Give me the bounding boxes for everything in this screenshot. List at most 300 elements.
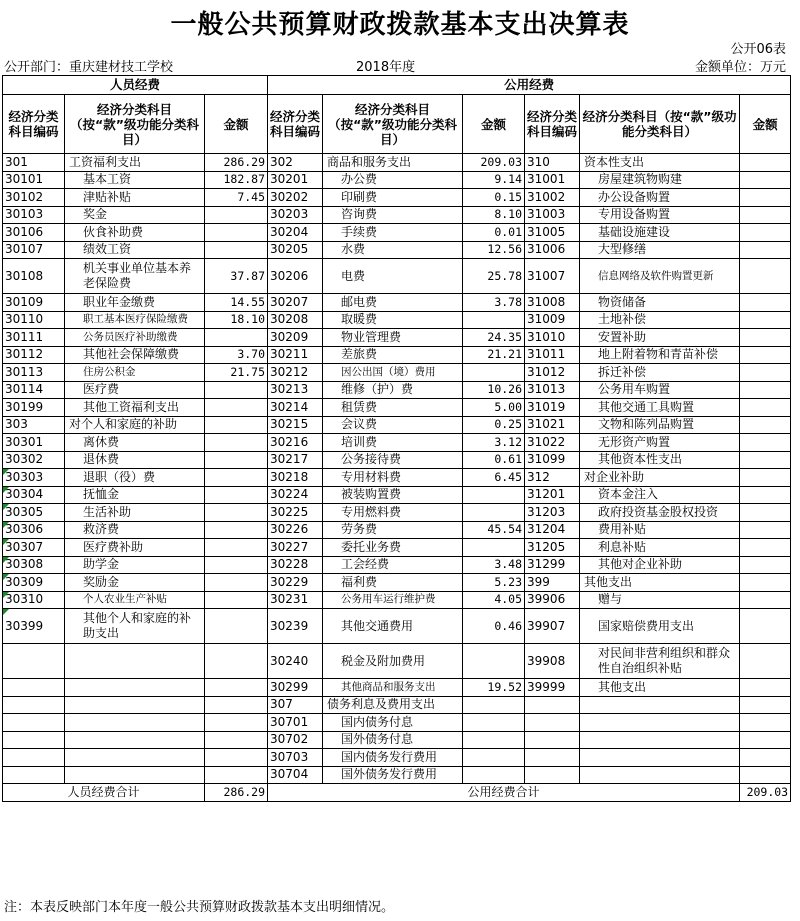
cell-code: 31019 (525, 399, 580, 417)
public-group-header: 公用经费 (268, 76, 791, 95)
cell-item: 无形资产购置 (580, 434, 740, 452)
cell-code: 30227 (268, 539, 323, 557)
col-amount-header: 金额 (205, 95, 268, 154)
cell-item: 房屋建筑物购建 (580, 171, 740, 189)
cell-amount (205, 696, 268, 714)
cell-amount (740, 696, 791, 714)
cell-item: 商品和服务支出 (323, 154, 463, 172)
cell-amount: 14.55 (205, 294, 268, 312)
cell-amount (205, 644, 268, 679)
cell-amount (740, 206, 791, 224)
table-row (3, 574, 791, 592)
cell-code: 30110 (3, 311, 65, 329)
table-row (3, 434, 791, 452)
cell-code: 30101 (3, 171, 65, 189)
cell-amount: 12.56 (463, 241, 525, 259)
cell-item: 培训费 (323, 434, 463, 452)
expenditure-table (2, 75, 791, 802)
cell-amount (463, 364, 525, 382)
cell-item (580, 749, 740, 767)
cell-code: 39999 (525, 679, 580, 697)
cell-code (3, 731, 65, 749)
cell-item: 机关事业单位基本养老保险费 (65, 259, 205, 294)
cell-item: 办公设备购置 (580, 189, 740, 207)
cell-amount (205, 434, 268, 452)
cell-code: 30108 (3, 259, 65, 294)
cell-item: 国内债务付息 (323, 714, 463, 732)
department-label: 公开部门：重庆建材技工学校 (4, 60, 174, 75)
cell-code: 30301 (3, 434, 65, 452)
cell-item (65, 679, 205, 697)
col-code-header: 经济分类科目编码 (268, 95, 323, 154)
cell-item: 土地补偿 (580, 311, 740, 329)
cell-code: 30308 (3, 556, 65, 574)
cell-item: 其他个人和家庭的补助支出 (65, 609, 205, 644)
cell-code: 30113 (3, 364, 65, 382)
cell-item: 医疗费 (65, 381, 205, 399)
cell-item: 资本金注入 (580, 486, 740, 504)
cell-code: 30226 (268, 521, 323, 539)
cell-code: 30239 (268, 609, 323, 644)
cell-code: 31201 (525, 486, 580, 504)
table-row (3, 679, 791, 697)
cell-item: 奖励金 (65, 574, 205, 592)
cell-amount (740, 731, 791, 749)
cell-amount (205, 749, 268, 767)
cell-amount (205, 539, 268, 557)
cell-code: 31099 (525, 451, 580, 469)
cell-item: 费用补贴 (580, 521, 740, 539)
cell-item: 其他社会保障缴费 (65, 346, 205, 364)
cell-item: 生活补助 (65, 504, 205, 522)
cell-amount (205, 574, 268, 592)
cell-amount (740, 399, 791, 417)
cell-code: 31204 (525, 521, 580, 539)
cell-amount (740, 644, 791, 679)
cell-amount (205, 714, 268, 732)
cell-code (3, 749, 65, 767)
cell-amount (740, 329, 791, 347)
table-row (3, 329, 791, 347)
cell-item: 医疗费补助 (65, 539, 205, 557)
cell-amount: 21.75 (205, 364, 268, 382)
cell-amount: 9.14 (463, 171, 525, 189)
cell-item: 赠与 (580, 591, 740, 609)
table-row (3, 311, 791, 329)
cell-item: 地上附着物和青苗补偿 (580, 346, 740, 364)
cell-amount (205, 591, 268, 609)
cell-item: 办公费 (323, 171, 463, 189)
col-item-header: 经济分类科目（按“款”级功能分类科目） (323, 95, 463, 154)
cell-item: 其他对企业补助 (580, 556, 740, 574)
cell-item: 专用燃料费 (323, 504, 463, 522)
cell-code: 31011 (525, 346, 580, 364)
cell-item: 基本工资 (65, 171, 205, 189)
cell-item (65, 714, 205, 732)
cell-amount (205, 521, 268, 539)
cell-item (580, 731, 740, 749)
cell-item: 国外债务发行费用 (323, 766, 463, 784)
cell-amount (740, 154, 791, 172)
cell-amount (205, 329, 268, 347)
cell-code: 30215 (268, 416, 323, 434)
cell-code: 30304 (3, 486, 65, 504)
cell-amount: 5.23 (463, 574, 525, 592)
cell-code: 30225 (268, 504, 323, 522)
personnel-total-label: 人员经费合计 (3, 784, 205, 802)
cell-item (580, 714, 740, 732)
cell-amount (740, 539, 791, 557)
cell-amount: 3.48 (463, 556, 525, 574)
cell-amount (740, 766, 791, 784)
cell-code: 31299 (525, 556, 580, 574)
cell-amount: 10.26 (463, 381, 525, 399)
cell-code: 301 (3, 154, 65, 172)
cell-item: 维修（护）费 (323, 381, 463, 399)
col-item-header: 经济分类科目（按“款”级功能分类科目） (65, 95, 205, 154)
cell-code (3, 766, 65, 784)
cell-item: 印刷费 (323, 189, 463, 207)
cell-code: 30202 (268, 189, 323, 207)
cell-item: 物资储备 (580, 294, 740, 312)
cell-amount (463, 696, 525, 714)
cell-item: 对民间非营利组织和群众性自治组织补贴 (580, 644, 740, 679)
public-total-amount: 209.03 (740, 784, 791, 802)
cell-amount: 18.10 (205, 311, 268, 329)
cell-amount (205, 731, 268, 749)
cell-item: 专用设备购置 (580, 206, 740, 224)
cell-item: 债务利息及费用支出 (323, 696, 463, 714)
cell-item: 其他交通工具购置 (580, 399, 740, 417)
unit-label: 金额单位：万元 (694, 60, 786, 75)
cell-amount (205, 224, 268, 242)
cell-item: 手续费 (323, 224, 463, 242)
cell-code: 30201 (268, 171, 323, 189)
cell-amount (740, 591, 791, 609)
cell-code: 30114 (3, 381, 65, 399)
cell-amount (205, 241, 268, 259)
cell-item (580, 696, 740, 714)
cell-amount (205, 206, 268, 224)
cell-amount (740, 224, 791, 242)
cell-item: 工资福利支出 (65, 154, 205, 172)
cell-amount (740, 171, 791, 189)
cell-code: 30107 (3, 241, 65, 259)
cell-code: 39907 (525, 609, 580, 644)
cell-item: 利息补贴 (580, 539, 740, 557)
cell-code: 31005 (525, 224, 580, 242)
cell-code: 30218 (268, 469, 323, 487)
cell-amount (205, 381, 268, 399)
cell-amount (463, 766, 525, 784)
cell-code: 30299 (268, 679, 323, 697)
cell-code: 31002 (525, 189, 580, 207)
footnote: 注：本表反映部门本年度一般公共预算财政拨款基本支出明细情况。 (4, 900, 395, 915)
cell-amount: 286.29 (205, 154, 268, 172)
cell-code: 30212 (268, 364, 323, 382)
cell-amount (205, 504, 268, 522)
cell-amount: 7.45 (205, 189, 268, 207)
table-row (3, 556, 791, 574)
cell-code (525, 731, 580, 749)
cell-item: 公务接待费 (323, 451, 463, 469)
cell-item: 大型修缮 (580, 241, 740, 259)
table-row (3, 714, 791, 732)
cell-amount (740, 364, 791, 382)
cell-amount (740, 486, 791, 504)
cell-item (65, 766, 205, 784)
cell-code: 303 (3, 416, 65, 434)
cell-amount (740, 434, 791, 452)
cell-item: 信息网络及软件购置更新 (580, 259, 740, 294)
cell-item: 专用材料费 (323, 469, 463, 487)
cell-code: 39908 (525, 644, 580, 679)
cell-code (525, 696, 580, 714)
table-row (3, 504, 791, 522)
cell-code: 30204 (268, 224, 323, 242)
cell-amount (205, 556, 268, 574)
cell-amount (740, 311, 791, 329)
cell-item: 对企业补助 (580, 469, 740, 487)
table-row (3, 259, 791, 294)
cell-amount (463, 714, 525, 732)
table-row (3, 294, 791, 312)
cell-amount (740, 714, 791, 732)
cell-code (3, 714, 65, 732)
cell-code: 30103 (3, 206, 65, 224)
table-row (3, 189, 791, 207)
cell-code: 30213 (268, 381, 323, 399)
col-code-header: 经济分类科目编码 (3, 95, 65, 154)
table-row (3, 644, 791, 679)
table-row (3, 731, 791, 749)
cell-amount (740, 556, 791, 574)
cell-code: 31012 (525, 364, 580, 382)
cell-code: 30216 (268, 434, 323, 452)
cell-amount (463, 749, 525, 767)
cell-code (525, 749, 580, 767)
cell-item: 取暖费 (323, 311, 463, 329)
cell-item: 助学金 (65, 556, 205, 574)
cell-item: 国内债务发行费用 (323, 749, 463, 767)
cell-amount: 182.87 (205, 171, 268, 189)
cell-item: 劳务费 (323, 521, 463, 539)
table-row (3, 469, 791, 487)
page-title: 一般公共预算财政拨款基本支出决算表 (170, 10, 630, 40)
cell-amount: 3.78 (463, 294, 525, 312)
col-code-header: 经济分类科目编码 (525, 95, 580, 154)
table-row (3, 766, 791, 784)
cell-code: 30229 (268, 574, 323, 592)
cell-item: 津贴补贴 (65, 189, 205, 207)
cell-item: 文物和陈列品购置 (580, 416, 740, 434)
cell-code: 30240 (268, 644, 323, 679)
cell-amount: 6.45 (463, 469, 525, 487)
cell-amount (740, 609, 791, 644)
cell-amount (740, 574, 791, 592)
table-row (3, 539, 791, 557)
cell-item: 资本性支出 (580, 154, 740, 172)
table-row (3, 206, 791, 224)
cell-amount (740, 469, 791, 487)
personnel-group-header: 人员经费 (3, 76, 268, 95)
cell-code: 30111 (3, 329, 65, 347)
cell-code: 31022 (525, 434, 580, 452)
cell-code: 30231 (268, 591, 323, 609)
cell-item: 退职（役）费 (65, 469, 205, 487)
cell-code: 30109 (3, 294, 65, 312)
cell-item: 物业管理费 (323, 329, 463, 347)
cell-amount (463, 504, 525, 522)
cell-item (580, 766, 740, 784)
cell-code: 30203 (268, 206, 323, 224)
cell-item: 离休费 (65, 434, 205, 452)
table-row (3, 171, 791, 189)
table-row (3, 591, 791, 609)
table-row (3, 609, 791, 644)
cell-item: 绩效工资 (65, 241, 205, 259)
cell-item: 其他资本性支出 (580, 451, 740, 469)
cell-item: 救济费 (65, 521, 205, 539)
table-row (3, 241, 791, 259)
table-row (3, 399, 791, 417)
cell-code: 30703 (268, 749, 323, 767)
cell-amount (463, 539, 525, 557)
cell-code: 30208 (268, 311, 323, 329)
cell-item (65, 644, 205, 679)
cell-amount (205, 451, 268, 469)
cell-amount: 0.25 (463, 416, 525, 434)
cell-item: 委托业务费 (323, 539, 463, 557)
cell-amount (205, 469, 268, 487)
cell-code: 30399 (3, 609, 65, 644)
personnel-total-amount: 286.29 (205, 784, 268, 802)
cell-amount: 21.21 (463, 346, 525, 364)
cell-amount: 25.78 (463, 259, 525, 294)
cell-code: 31009 (525, 311, 580, 329)
cell-amount (463, 731, 525, 749)
cell-item: 福利费 (323, 574, 463, 592)
cell-item (65, 749, 205, 767)
cell-code: 31007 (525, 259, 580, 294)
cell-amount (740, 259, 791, 294)
cell-amount (740, 381, 791, 399)
cell-code: 30106 (3, 224, 65, 242)
table-row (3, 696, 791, 714)
cell-code: 30205 (268, 241, 323, 259)
cell-code (525, 714, 580, 732)
cell-amount (205, 609, 268, 644)
cell-code: 30224 (268, 486, 323, 504)
cell-item: 工会经费 (323, 556, 463, 574)
cell-item: 公务用车运行维护费 (323, 591, 463, 609)
col-amount-header: 金额 (463, 95, 525, 154)
cell-item: 拆迁补偿 (580, 364, 740, 382)
cell-code (3, 644, 65, 679)
public-total-label: 公用经费合计 (268, 784, 740, 802)
cell-code: 399 (525, 574, 580, 592)
cell-item: 其他工资福利支出 (65, 399, 205, 417)
cell-amount (205, 416, 268, 434)
cell-amount: 37.87 (205, 259, 268, 294)
cell-code: 30307 (3, 539, 65, 557)
cell-item: 国家赔偿费用支出 (580, 609, 740, 644)
cell-code: 30209 (268, 329, 323, 347)
cell-code (525, 766, 580, 784)
col-item-header: 经济分类科目（按“款”级功能分类科目） (580, 95, 740, 154)
cell-code: 30310 (3, 591, 65, 609)
cell-code: 31010 (525, 329, 580, 347)
cell-item: 伙食补助费 (65, 224, 205, 242)
cell-item: 会议费 (323, 416, 463, 434)
cell-item (65, 696, 205, 714)
col-amount-header: 金额 (740, 95, 791, 154)
cell-item: 因公出国（境）费用 (323, 364, 463, 382)
cell-amount: 0.01 (463, 224, 525, 242)
cell-amount (205, 766, 268, 784)
cell-amount (205, 399, 268, 417)
cell-item: 退休费 (65, 451, 205, 469)
cell-item (65, 731, 205, 749)
table-row (3, 381, 791, 399)
cell-amount: 8.10 (463, 206, 525, 224)
cell-amount (740, 346, 791, 364)
table-row (3, 224, 791, 242)
cell-amount: 3.70 (205, 346, 268, 364)
cell-amount (205, 486, 268, 504)
cell-amount (463, 311, 525, 329)
cell-item: 对个人和家庭的补助 (65, 416, 205, 434)
cell-amount: 45.54 (463, 521, 525, 539)
cell-amount (740, 451, 791, 469)
cell-item: 水费 (323, 241, 463, 259)
cell-item: 差旅费 (323, 346, 463, 364)
cell-code: 30704 (268, 766, 323, 784)
cell-amount (740, 241, 791, 259)
cell-item: 其他支出 (580, 679, 740, 697)
cell-code: 30207 (268, 294, 323, 312)
cell-code: 30303 (3, 469, 65, 487)
cell-item: 其他商品和服务支出 (323, 679, 463, 697)
cell-item: 其他支出 (580, 574, 740, 592)
form-number: 公开06表 (730, 42, 786, 57)
table-row (3, 486, 791, 504)
cell-code: 30701 (268, 714, 323, 732)
cell-amount (205, 679, 268, 697)
table-row (3, 416, 791, 434)
table-row (3, 346, 791, 364)
cell-item: 住房公积金 (65, 364, 205, 382)
cell-code: 31021 (525, 416, 580, 434)
cell-code: 312 (525, 469, 580, 487)
table-row (3, 154, 791, 172)
table-row (3, 451, 791, 469)
cell-item: 咨询费 (323, 206, 463, 224)
cell-item: 职工基本医疗保险缴费 (65, 311, 205, 329)
cell-amount (740, 189, 791, 207)
cell-code: 302 (268, 154, 323, 172)
cell-amount: 3.12 (463, 434, 525, 452)
cell-amount (463, 644, 525, 679)
cell-amount: 19.52 (463, 679, 525, 697)
cell-amount (740, 294, 791, 312)
cell-code: 30211 (268, 346, 323, 364)
cell-amount (740, 504, 791, 522)
cell-item: 安置补助 (580, 329, 740, 347)
cell-item: 国外债务付息 (323, 731, 463, 749)
cell-item: 租赁费 (323, 399, 463, 417)
cell-amount: 0.61 (463, 451, 525, 469)
